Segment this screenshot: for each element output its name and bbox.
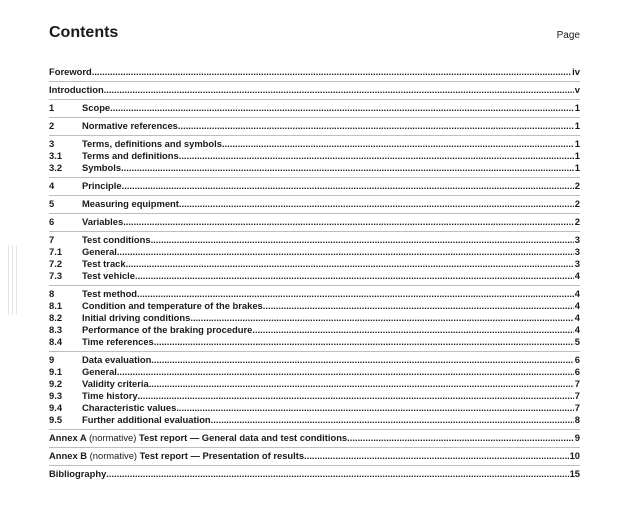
toc-entry-number: 8.1 — [49, 300, 63, 311]
toc-group — [49, 466, 580, 483]
annex-title: Test report — General data and test conditions — [138, 432, 348, 443]
toc-entry-page: 7 — [574, 402, 580, 413]
toc-entry-number: 9.3 — [49, 390, 63, 401]
toc-entry-number: 9.5 — [49, 414, 63, 425]
toc-group — [49, 118, 580, 136]
toc-entry-page: 6 — [574, 366, 580, 377]
toc-entry-label: Time references — [82, 336, 154, 347]
toc-entry-number: 4 — [49, 180, 55, 191]
leader-dots — [104, 84, 574, 96]
toc-entry-number: 7.2 — [49, 258, 63, 269]
toc-entry-label: Further additional evaluation — [82, 414, 211, 425]
toc-entry-label — [49, 432, 347, 444]
toc-entry[interactable] — [49, 336, 580, 348]
leader-dots — [92, 66, 571, 78]
toc-entry-label: Validity criteria — [82, 378, 149, 389]
toc-group — [49, 448, 580, 466]
leader-dots — [179, 150, 574, 162]
leader-dots — [126, 258, 574, 270]
toc-entry[interactable] — [49, 468, 580, 480]
toc-group — [49, 82, 580, 100]
toc-entry-page: 9 — [574, 432, 580, 443]
toc-entry[interactable] — [49, 66, 580, 78]
toc-entry-page: 2 — [574, 180, 580, 191]
leader-dots — [121, 162, 574, 174]
toc-entry-page: 1 — [574, 102, 580, 113]
toc-entry[interactable] — [49, 414, 580, 426]
toc-entry-page: 1 — [574, 138, 580, 149]
toc-entry[interactable] — [49, 378, 580, 390]
toc-entry[interactable] — [49, 120, 580, 132]
toc-entry-label: General — [82, 366, 117, 377]
toc-group — [49, 196, 580, 214]
toc-entry-page: 1 — [574, 150, 580, 161]
toc-entry-label: Scope — [82, 102, 111, 113]
toc-entry-number: 9.1 — [49, 366, 63, 377]
toc-entry[interactable] — [49, 162, 580, 174]
toc-entry[interactable] — [49, 138, 580, 150]
toc-entry-number: 9.2 — [49, 378, 63, 389]
toc-entry-number: 7.1 — [49, 246, 63, 257]
leader-dots — [190, 312, 573, 324]
toc-entry-page: 10 — [569, 450, 580, 461]
toc-entry-label: Test vehicle — [82, 270, 135, 281]
toc-group — [49, 136, 580, 178]
toc-entry-number: 7 — [49, 234, 55, 245]
toc-entry-number: 8.3 — [49, 324, 63, 335]
annex-type-note: (normative) — [88, 432, 139, 443]
leader-dots — [263, 300, 574, 312]
toc-entry-page: 3 — [574, 258, 580, 269]
toc-entry-number: 3.1 — [49, 150, 63, 161]
toc-entry-page: 2 — [574, 216, 580, 227]
toc-entry-label: Normative references — [82, 120, 178, 131]
toc-entry-page: v — [574, 84, 580, 95]
annex-title: Test report — Presentation of results — [139, 450, 305, 461]
leader-dots — [151, 234, 574, 246]
toc-entry-label: Bibliography — [49, 468, 107, 479]
toc-entry-page: 8 — [574, 414, 580, 425]
leader-dots — [154, 336, 574, 348]
toc-entry-label: Condition and temperature of the brakes — [82, 300, 263, 311]
toc-entry-label: Measuring equipment — [82, 198, 179, 209]
toc-entry-label: Test conditions — [82, 234, 151, 245]
page-title: Contents — [49, 24, 119, 41]
toc-entry-page: 5 — [574, 336, 580, 347]
toc-entry-number: 9 — [49, 354, 55, 365]
toc-entry[interactable] — [49, 354, 580, 366]
leader-dots — [222, 138, 574, 150]
toc-entry-number: 3 — [49, 138, 55, 149]
toc-entry[interactable] — [49, 432, 580, 444]
margin-watermark — [8, 245, 22, 315]
toc-entry-page: 1 — [574, 120, 580, 131]
toc-entry-page: 4 — [574, 300, 580, 311]
toc-entry[interactable] — [49, 150, 580, 162]
leader-dots — [137, 288, 574, 300]
toc-entry-label — [49, 450, 304, 462]
toc-entry-number: 7.3 — [49, 270, 63, 281]
toc-entry-label: Characteristic values — [82, 402, 177, 413]
toc-entry-page: 4 — [574, 324, 580, 335]
toc-entry[interactable] — [49, 216, 580, 228]
toc-entry[interactable] — [49, 102, 580, 114]
toc-entry-number: 1 — [49, 102, 55, 113]
toc-group — [49, 430, 580, 448]
leader-dots — [117, 366, 574, 378]
toc-entry-label: Test track — [82, 258, 126, 269]
leader-dots — [176, 402, 573, 414]
toc-entry-number: 3.2 — [49, 162, 63, 173]
toc-entry-page: 3 — [574, 234, 580, 245]
contents-header — [49, 24, 580, 48]
toc-entry[interactable] — [49, 366, 580, 378]
toc-entry[interactable] — [49, 84, 580, 96]
page-column-label: Page — [556, 30, 580, 41]
toc-entry[interactable] — [49, 180, 580, 192]
toc-entry[interactable] — [49, 324, 580, 336]
toc-entry-page: 6 — [574, 354, 580, 365]
toc-entry[interactable] — [49, 270, 580, 282]
toc-entry-label: Introduction — [49, 84, 104, 95]
toc-entry-number: 2 — [49, 120, 55, 131]
toc-entry[interactable] — [49, 288, 580, 300]
leader-dots — [347, 432, 574, 444]
leader-dots — [252, 324, 573, 336]
leader-dots — [122, 180, 574, 192]
toc-entry-label: Foreword — [49, 66, 92, 77]
toc-entry-label: Variables — [82, 216, 124, 227]
toc-group — [49, 178, 580, 196]
toc-entry[interactable] — [49, 246, 580, 258]
toc-entry-number: 6 — [49, 216, 55, 227]
leader-dots — [117, 246, 574, 258]
toc-entry[interactable] — [49, 198, 580, 210]
leader-dots — [106, 468, 568, 480]
leader-dots — [179, 198, 574, 210]
toc-group — [49, 286, 580, 352]
toc-entry-label: Time history — [82, 390, 138, 401]
toc-entry-page: 4 — [574, 270, 580, 281]
leader-dots — [178, 120, 574, 132]
toc-entry-label: General — [82, 246, 117, 257]
toc-entry[interactable] — [49, 258, 580, 270]
toc-entry[interactable] — [49, 390, 580, 402]
toc-group — [49, 100, 580, 118]
toc-entry-page: 1 — [574, 162, 580, 173]
toc-entry-label: Data evaluation — [82, 354, 152, 365]
leader-dots — [135, 270, 574, 282]
annex-type-note: (normative) — [89, 450, 140, 461]
toc-entry-label: Initial driving conditions — [82, 312, 191, 323]
toc-group — [49, 64, 580, 82]
toc-entry-page: 3 — [574, 246, 580, 257]
leader-dots — [138, 390, 574, 402]
toc-entry-page: 7 — [574, 378, 580, 389]
leader-dots — [304, 450, 568, 462]
leader-dots — [151, 354, 573, 366]
annex-label: Annex B — [49, 450, 90, 461]
leader-dots — [149, 378, 574, 390]
toc-entry[interactable] — [49, 300, 580, 312]
toc-group — [49, 214, 580, 232]
toc-entry[interactable] — [49, 312, 580, 324]
toc-entry-label: Test method — [82, 288, 138, 299]
toc-entry-label: Principle — [82, 180, 122, 191]
toc-group — [49, 352, 580, 430]
toc-group — [49, 232, 580, 286]
toc-entry-page: 4 — [574, 288, 580, 299]
annex-label: Annex A — [49, 432, 89, 443]
toc-entry-number: 8.2 — [49, 312, 63, 323]
toc-entry-page: 4 — [574, 312, 580, 323]
leader-dots — [211, 414, 574, 426]
toc-entry-number: 8.4 — [49, 336, 63, 347]
toc-entry-number: 9.4 — [49, 402, 63, 413]
toc-entry-label: Terms and definitions — [82, 150, 179, 161]
leader-dots — [123, 216, 574, 228]
toc-entry-number: 8 — [49, 288, 55, 299]
table-of-contents — [49, 64, 580, 483]
leader-dots — [110, 102, 574, 114]
toc-entry-label: Terms, definitions and symbols — [82, 138, 222, 149]
toc-entry-number: 5 — [49, 198, 55, 209]
toc-entry-page: 2 — [574, 198, 580, 209]
toc-entry[interactable] — [49, 402, 580, 414]
toc-entry-label: Symbols — [82, 162, 122, 173]
toc-entry[interactable] — [49, 234, 580, 246]
toc-entry-page: iv — [572, 66, 580, 77]
toc-entry-page: 7 — [574, 390, 580, 401]
toc-entry[interactable] — [49, 450, 580, 462]
toc-entry-label: Performance of the braking procedure — [82, 324, 253, 335]
toc-entry-page: 15 — [569, 468, 580, 479]
